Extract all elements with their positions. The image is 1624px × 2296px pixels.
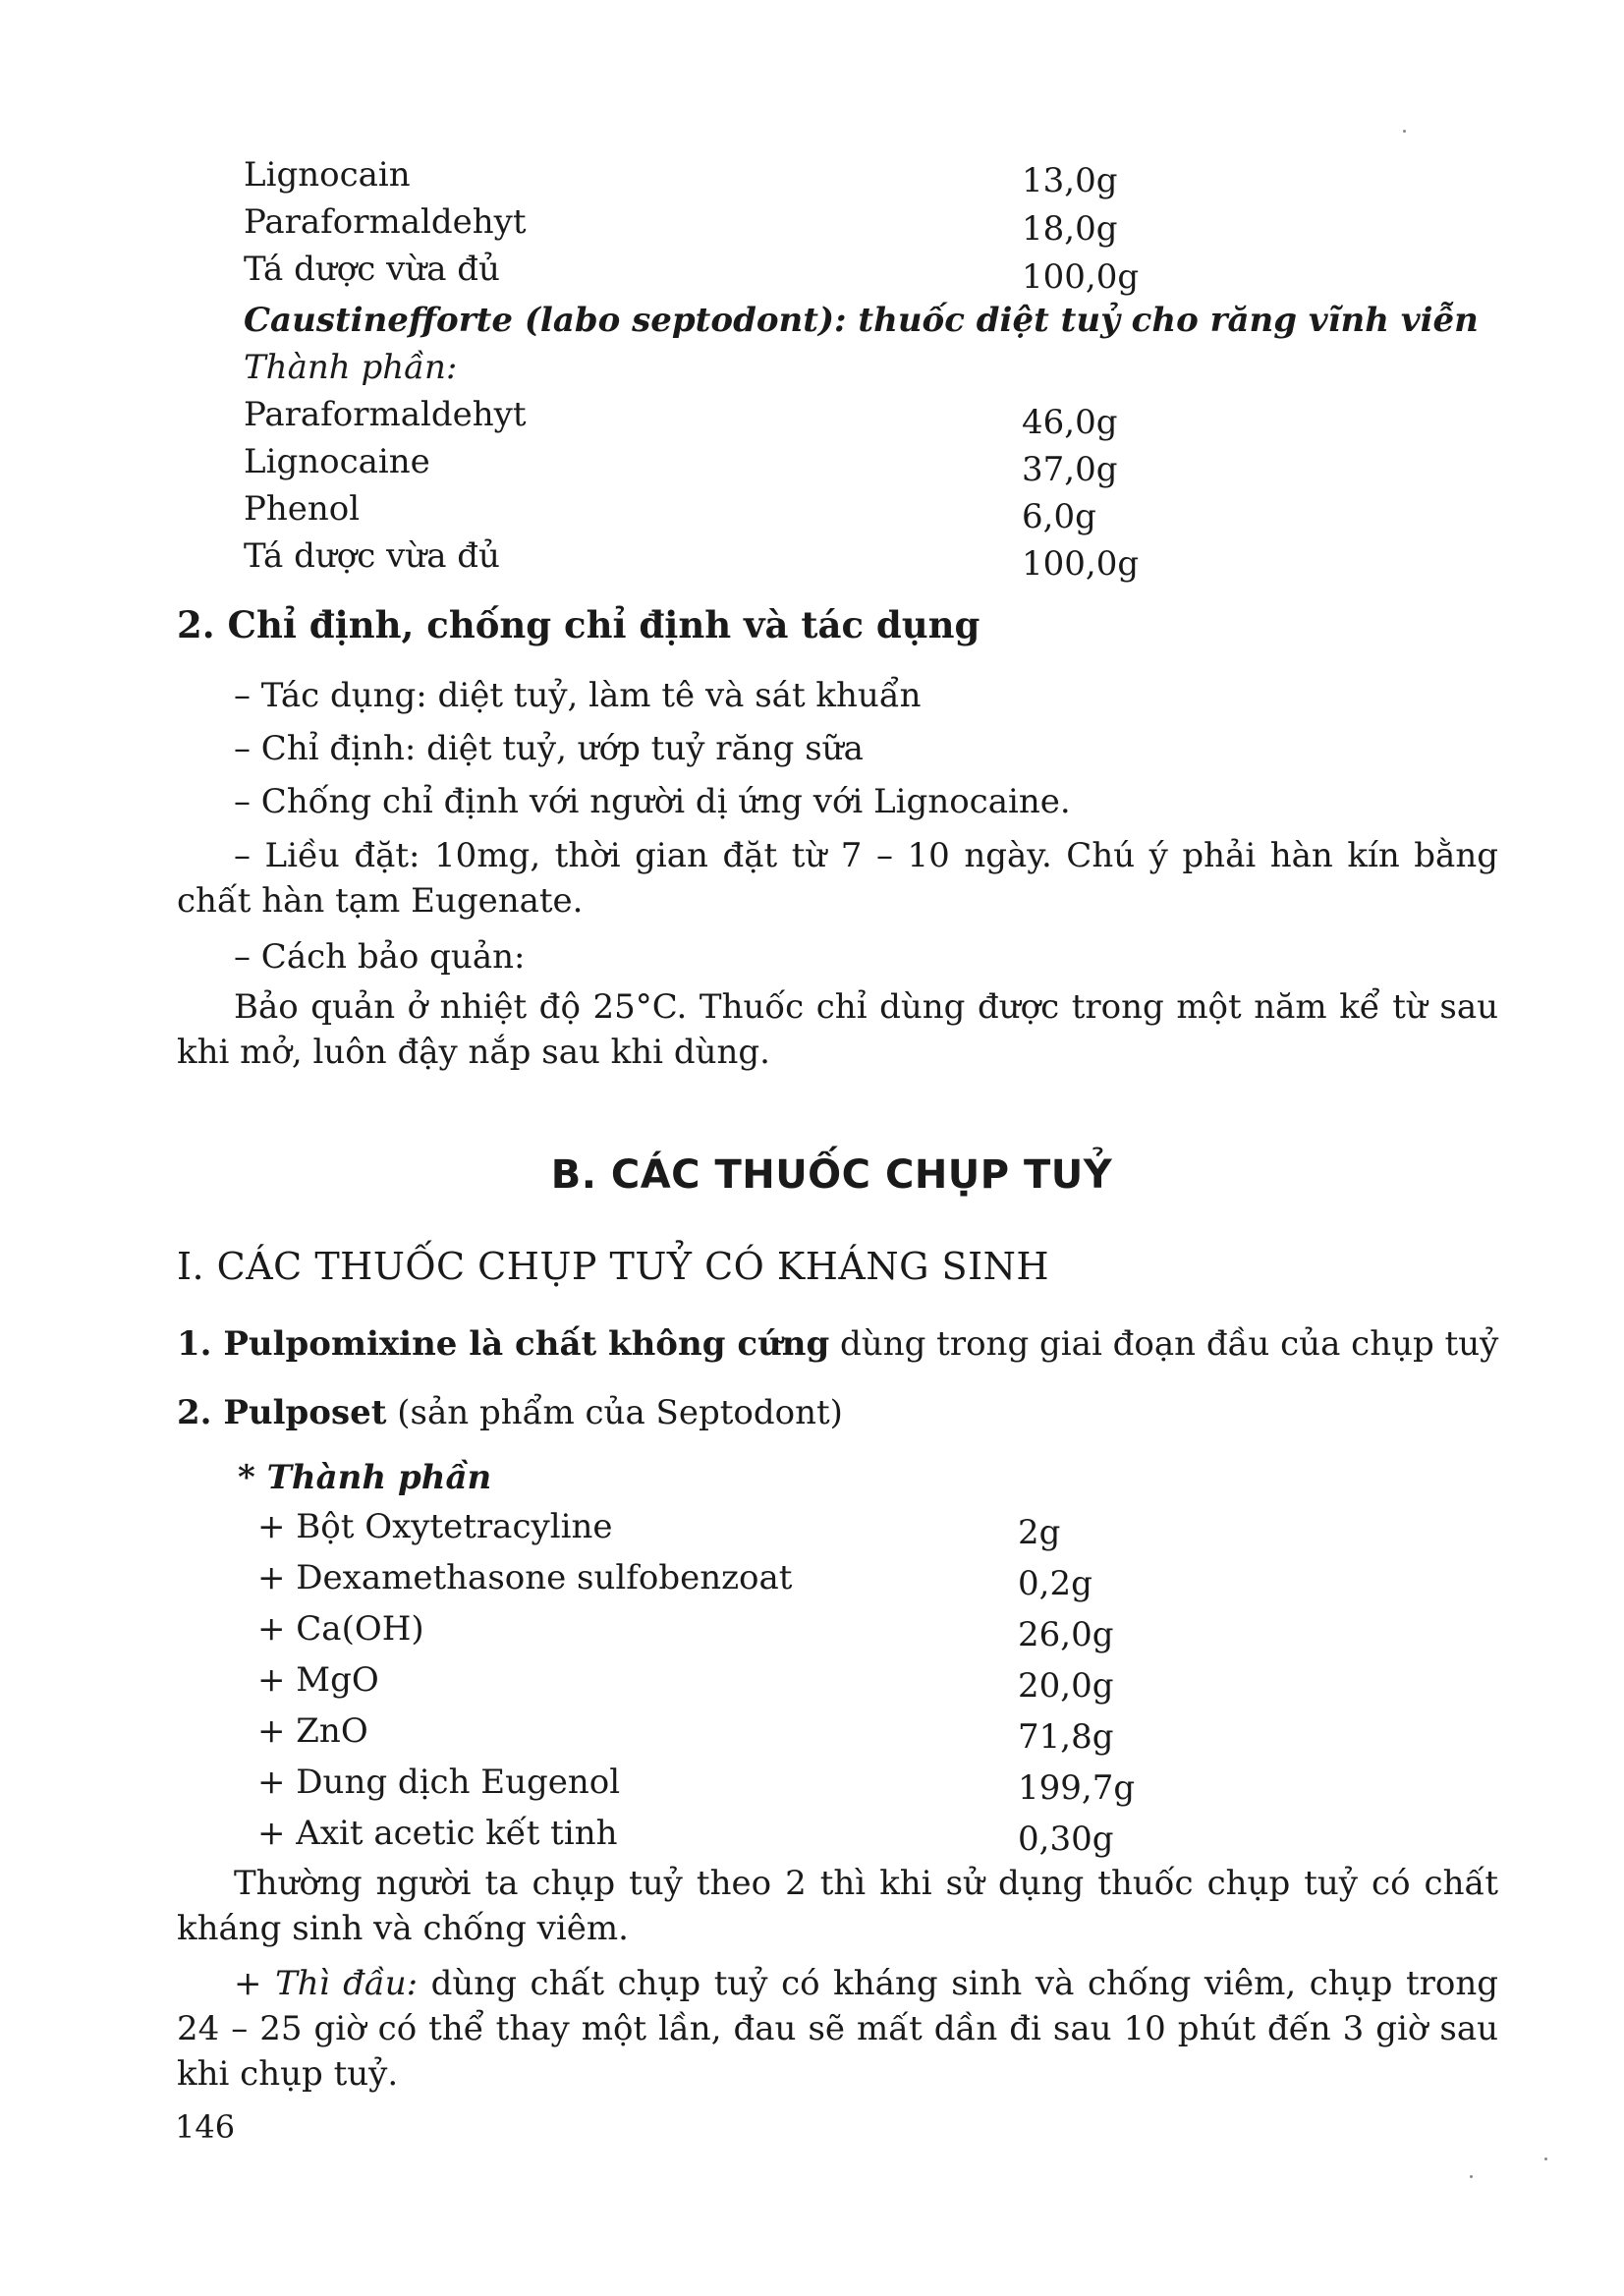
first-phase-paragraph: [177, 1961, 1498, 2097]
ingredient-amount: 20,0g: [1018, 1666, 1114, 1706]
ingredient-amount: 26,0g: [1018, 1615, 1114, 1654]
pulposet-bold: 2. Pulposet: [177, 1393, 387, 1432]
ingredient-name: + Axit acetic kết tinh: [257, 1814, 618, 1853]
ingredient-name: + Dexamethasone sulfobenzoat: [257, 1558, 793, 1597]
storage-paragraph: Bảo quản ở nhiệt độ 25°C. Thuốc chỉ dùng được trong một năm kể từ sau khi mở, luôn đậy nắp sau khi dùng.: [177, 987, 1498, 1072]
ingredient-name: Tá dược vừa đủ: [244, 536, 500, 576]
list-item: – Chống chỉ định với người dị ứng với Lignocaine.: [234, 782, 1071, 821]
ingredient-amount: 100,0g: [1022, 544, 1140, 584]
section-b-title: B. CÁC THUỐC CHỤP TUỶ: [550, 1152, 1113, 1198]
first-phase-label: + Thì đầu:: [234, 1964, 419, 2003]
list-item: – Chỉ định: diệt tuỷ, ướp tuỷ răng sữa: [234, 729, 864, 768]
first-phase-text: dùng chất chụp tuỷ có kháng sinh và chống viêm, chụp trong 24 – 25 giờ có thể thay một lần, đau sẽ mất dần đi sau 10 phút đến 3 giờ sau khi chụp tuỷ.: [177, 1964, 1498, 2094]
ingredient-amount: 0,2g: [1018, 1564, 1092, 1603]
pulpomixine-line: [177, 1324, 1498, 1364]
ingredient-name: Phenol: [244, 489, 361, 529]
composition-label: Thành phần:: [244, 348, 458, 387]
usage-paragraph: Thường người ta chụp tuỷ theo 2 thì khi sử dụng thuốc chụp tuỷ có chất kháng sinh và chống viêm.: [177, 1864, 1498, 1948]
ingredient-name: Paraformaldehyt: [244, 395, 527, 434]
ingredient-name: Tá dược vừa đủ: [244, 250, 500, 289]
scan-speck: [1470, 2175, 1473, 2178]
ingredient-name: Lignocain: [244, 155, 411, 195]
page-number: 146: [175, 2108, 236, 2146]
ingredient-amount: 13,0g: [1022, 161, 1118, 200]
pulposet-rest: (sản phẩm của Septodont): [386, 1393, 843, 1432]
ingredient-name: + Bột Oxytetracyline: [257, 1507, 613, 1546]
ingredient-amount: 46,0g: [1022, 403, 1118, 442]
pulpomixine-rest: dùng trong giai đoạn đầu của chụp tuỷ: [829, 1324, 1499, 1364]
ingredient-amount: 6,0g: [1022, 497, 1096, 536]
pulpomixine-bold: 1. Pulpomixine là chất không cứng: [177, 1324, 830, 1364]
pulposet-line: [177, 1393, 843, 1432]
dose-paragraph: – Liều đặt: 10mg, thời gian đặt từ 7 – 10 ngày. Chú ý phải hàn kín bằng chất hàn tạm Eugenate.: [177, 836, 1498, 921]
storage-label: – Cách bảo quản:: [234, 937, 526, 977]
ingredient-name: + Ca(OH): [257, 1609, 424, 1649]
ingredient-amount: 71,8g: [1018, 1717, 1114, 1757]
ingredient-name: Lignocaine: [244, 442, 430, 481]
list-item: – Tác dụng: diệt tuỷ, làm tê và sát khuẩn: [234, 676, 922, 715]
scan-speck: [1403, 130, 1406, 133]
subsection-title: I. CÁC THUỐC CHỤP TUỶ CÓ KHÁNG SINH: [177, 1245, 1049, 1288]
ingredient-name: + MgO: [257, 1660, 379, 1700]
ingredient-name: + Dung dịch Eugenol: [257, 1763, 621, 1802]
product-title: Caustinefforte (labo septodont): thuốc diệt tuỷ cho răng vĩnh viễn: [244, 301, 1479, 340]
section-heading: 2. Chỉ định, chống chỉ định và tác dụng: [177, 603, 980, 646]
ingredient-amount: 199,7g: [1018, 1768, 1136, 1808]
ingredient-amount: 100,0g: [1022, 257, 1140, 297]
ingredient-amount: 18,0g: [1022, 209, 1118, 249]
ingredient-amount: 0,30g: [1018, 1820, 1114, 1859]
ingredient-name: Paraformaldehyt: [244, 202, 527, 242]
ingredient-amount: 2g: [1018, 1513, 1061, 1552]
ingredient-name: + ZnO: [257, 1711, 368, 1751]
composition-label: * Thành phần: [238, 1458, 492, 1497]
ingredient-amount: 37,0g: [1022, 450, 1118, 489]
scan-speck: [1544, 2157, 1547, 2160]
